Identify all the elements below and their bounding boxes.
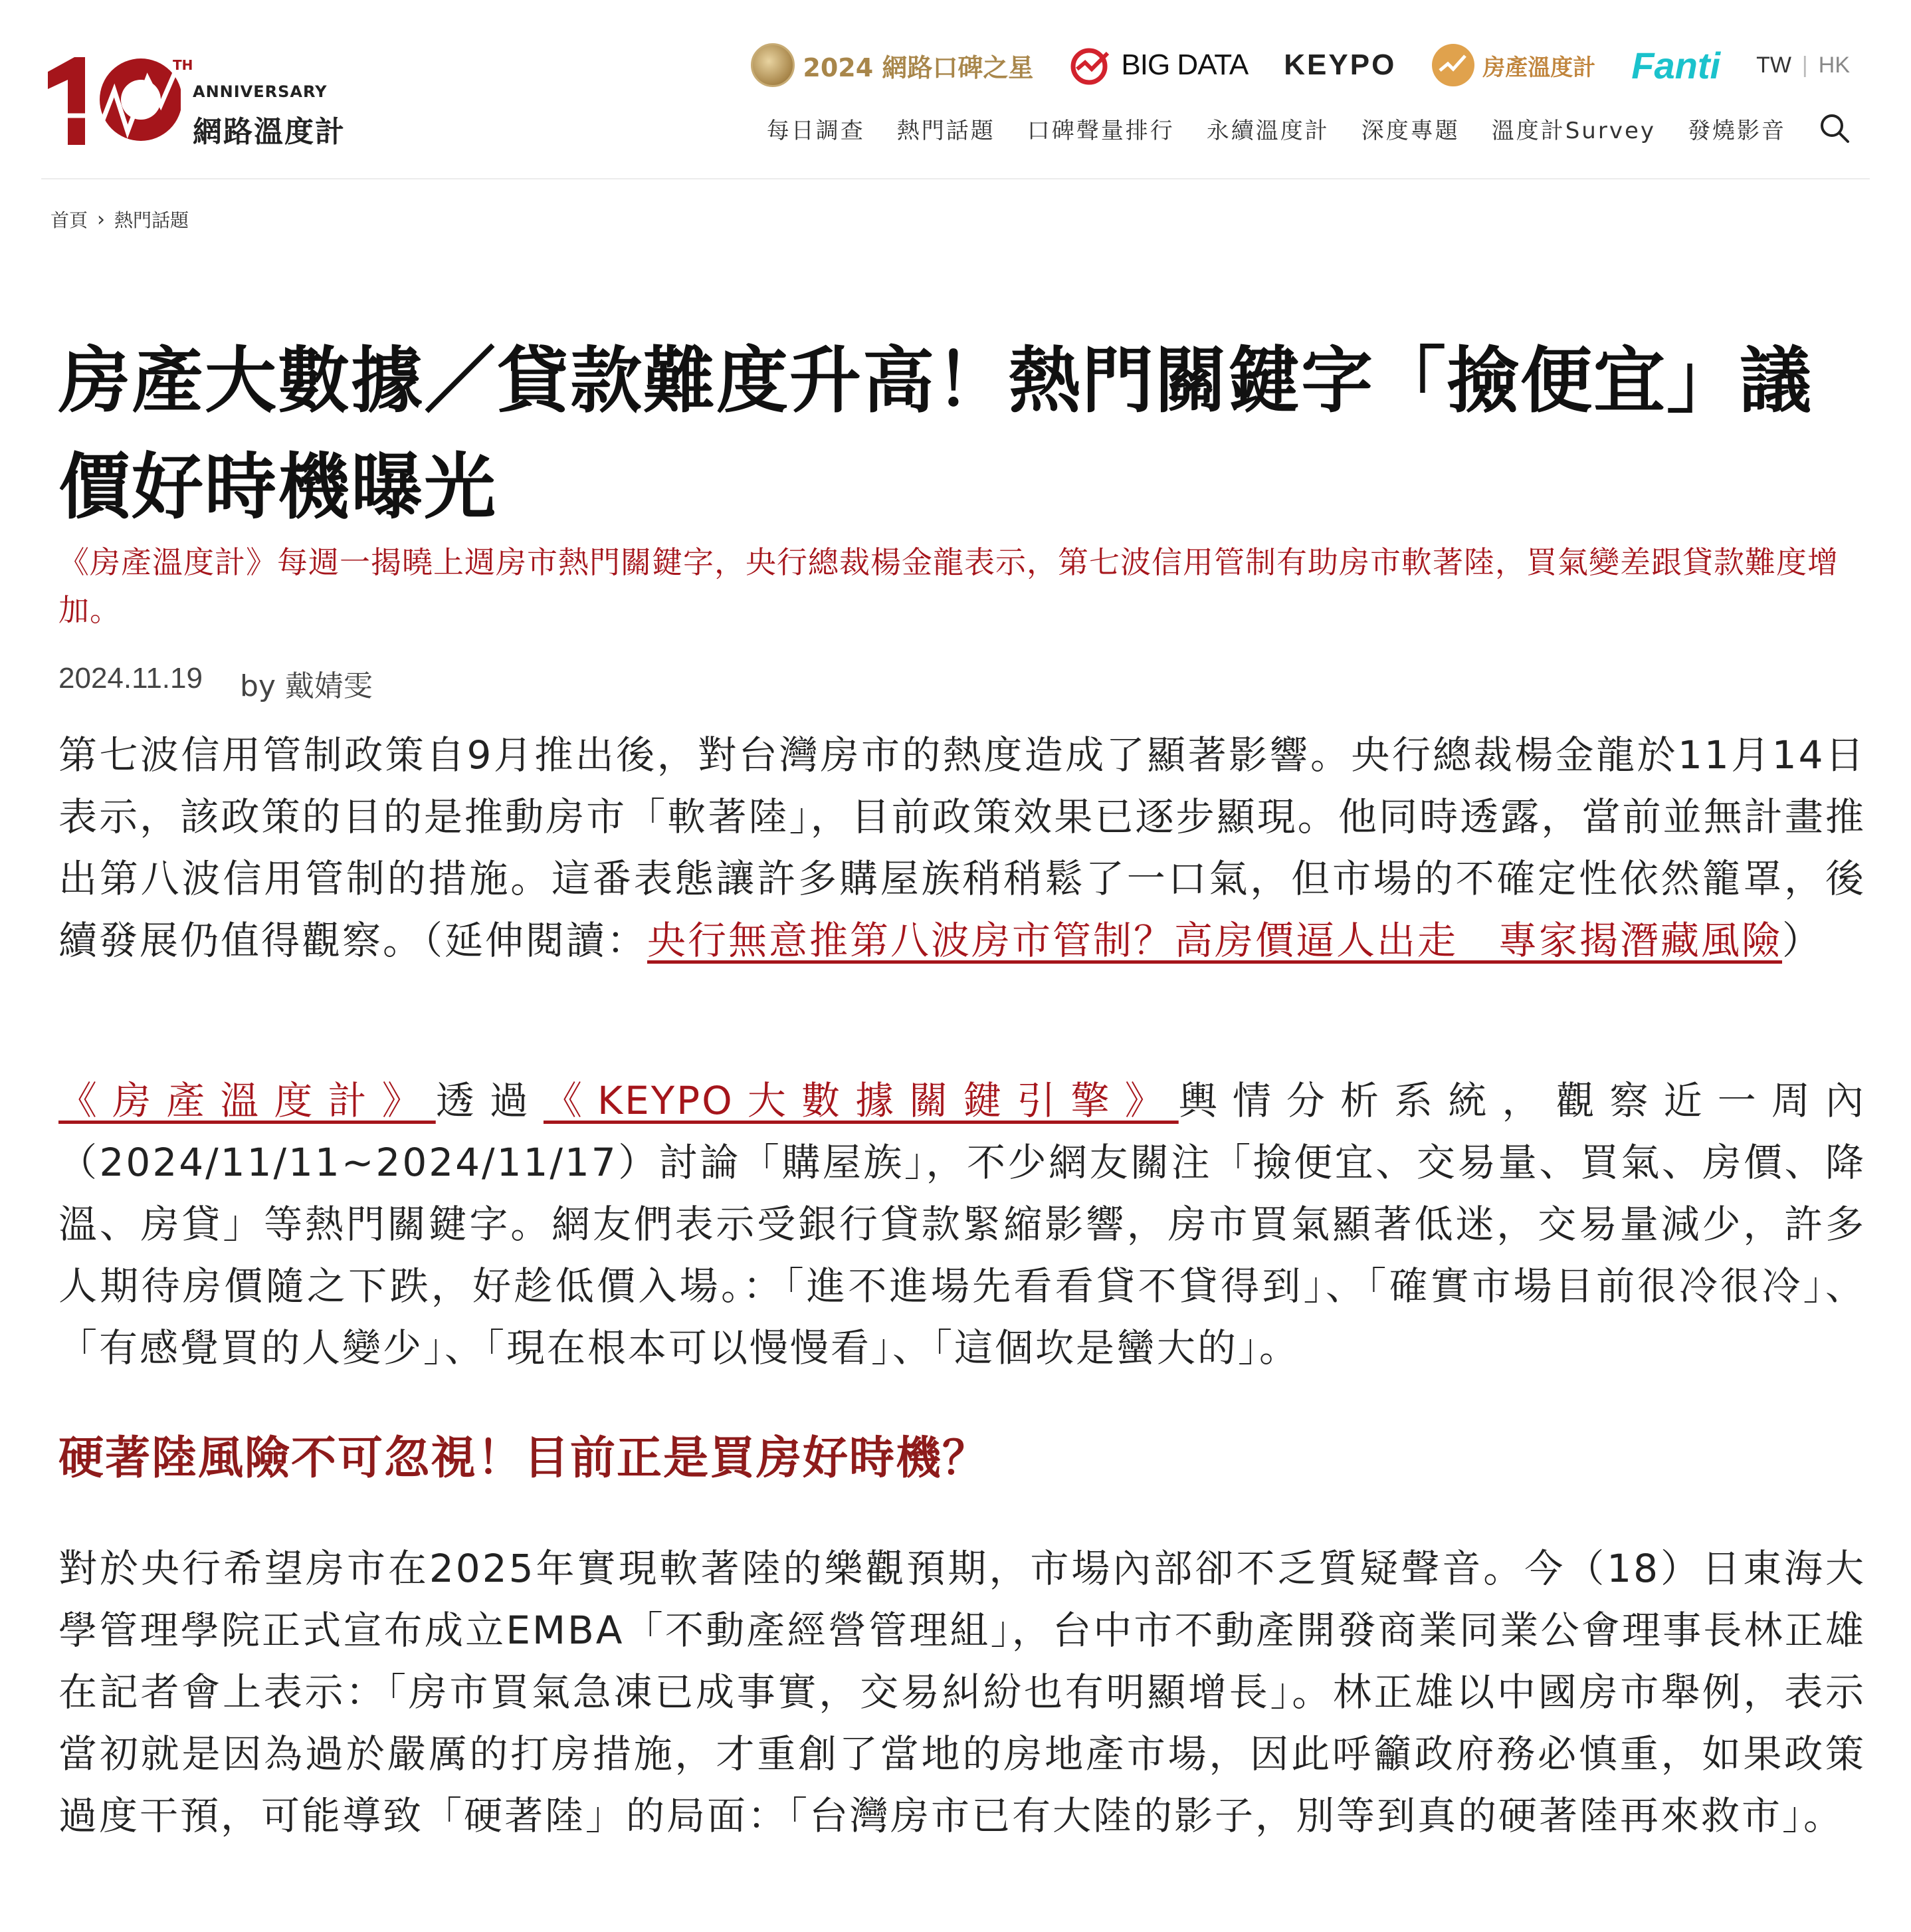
site-name: 網路溫度計 xyxy=(193,115,346,149)
nav-hot-topics[interactable]: 熱門話題 xyxy=(896,117,995,144)
article-title: 房產大數據／貸款難度升高！熱門關鍵字「撿便宜」議價好時機曝光 xyxy=(58,340,1813,529)
p2-text: 輿情分析系統，觀察近一周內（2024/11/11~2024/11/17）討論「購屋族」，不少網友關注「撿便宜、交易量、買氣、房價、降溫、房貸」等熱門關鍵字。網友們表示受銀行貸款緊縮影響，房市買氣顯著低迷，交易量減少，許多人期待房價隨之下跌，好趁低價入場。：「進不進場先看看貸不貸得到」、「確實市場目前很冷很冷」、「有感覺買的人變少」、「現在根本可以慢慢看」、「這個坎是蠻大的」。 xyxy=(58,1078,1866,1370)
header-divider xyxy=(41,178,1870,179)
nav-survey[interactable]: 溫度計Survey xyxy=(1491,117,1656,144)
partner-fanti-label: Fanti xyxy=(1631,44,1721,86)
article-author: by 戴婧雯 xyxy=(239,669,373,703)
nav-buzz-ranking[interactable]: 口碑聲量排行 xyxy=(1027,117,1175,144)
estate-thermometer-link[interactable]: 《房產溫度計》 xyxy=(58,1078,436,1123)
article-date: 2024.11.19 xyxy=(58,662,203,695)
tenth-anniversary-logo-icon xyxy=(48,52,181,145)
lang-hk[interactable]: HK xyxy=(1818,52,1850,78)
keypo-engine-link[interactable]: 《KEYPO大數據關鍵引擎》 xyxy=(543,1078,1179,1123)
nav-sustainability[interactable]: 永續溫度計 xyxy=(1206,117,1330,144)
partner-star-link[interactable] xyxy=(751,43,1033,87)
site-logo[interactable] xyxy=(48,52,353,152)
lang-separator: | xyxy=(1801,52,1808,78)
partner-fanti-link[interactable] xyxy=(1631,44,1720,87)
article-lede: 《房產溫度計》每週一揭曉上週房市熱門關鍵字，央行總裁楊金龍表示，第七波信用管制有助房市軟著陸，買氣變差跟貸款難度增加。 xyxy=(58,544,1839,628)
language-switcher xyxy=(1756,53,1850,78)
estate-logo-icon xyxy=(1432,44,1474,86)
partner-estate-link[interactable] xyxy=(1432,44,1595,86)
p1-end: ） xyxy=(1782,918,1823,963)
p2-mid: 透過 xyxy=(435,1078,544,1123)
article-subheading: 硬著陸風險不可忽視！目前正是買房好時機？ xyxy=(58,1432,989,1485)
article-paragraph-3: 對於央行希望房市在2025年實現軟著陸的樂觀預期，市場內部卻不乏質疑聲音。今（18）日東海大學管理學院正式宣布成立EMBA「不動產經營管理組」，台中市不動產開發商業同業公會理事長林正雄在記者會上表示：「房市買氣急凍已成事實，交易糾紛也有明顯增長」。林正雄以中國房市舉例，表示當初就是因為過於嚴厲的打房措施，才重創了當地的房地產市場，因此呼籲政府務必慎重，如果政策過度干預，可能導致「硬著陸」的局面：「台灣房市已有大陸的影子，別等到真的硬著陸再來救市」。 xyxy=(58,1546,1866,1838)
breadcrumb xyxy=(50,206,189,233)
article-meta xyxy=(58,662,1866,704)
partner-keypo-link[interactable] xyxy=(1284,49,1396,82)
partner-bigdata-label: BIG DATA xyxy=(1121,49,1249,81)
logo-th: TH xyxy=(173,57,193,73)
partner-bar xyxy=(751,39,1850,92)
partner-estate-label: 房產溫度計 xyxy=(1482,54,1596,81)
bigdata-logo-icon xyxy=(1069,45,1113,85)
article-paragraph-2 xyxy=(58,1070,1866,1379)
partner-star-label: 2024 網路口碑之星 xyxy=(803,53,1034,82)
partner-keypo-label: KEYPO xyxy=(1284,49,1397,81)
chevron-right-icon: › xyxy=(97,207,106,231)
nav-daily-survey[interactable]: 每日調查 xyxy=(766,117,865,144)
nav-video[interactable]: 發燒影音 xyxy=(1688,117,1786,144)
article-paragraph-1 xyxy=(58,724,1866,972)
search-icon[interactable] xyxy=(1818,112,1851,145)
logo-anniversary: ANNIVERSARY xyxy=(193,82,328,101)
lang-tw[interactable]: TW xyxy=(1756,52,1791,78)
breadcrumb-current[interactable]: 熱門話題 xyxy=(114,209,189,231)
main-nav xyxy=(767,112,1851,145)
p1-text: 第七波信用管制政策自9月推出後，對台灣房市的熱度造成了顯著影響。央行總裁楊金龍於11月14日表示，該政策的目的是推動房市「軟著陸」，目前政策效果已逐步顯現。他同時透露，當前並無計畫推出第八波信用管制的措施。這番表態讓許多購屋族稍稍鬆了一口氣，但市場的不確定性依然籠罩，後續發展仍值得觀察。（延伸閱讀： xyxy=(58,732,1866,963)
breadcrumb-home[interactable]: 首頁 xyxy=(50,209,88,231)
related-article-link[interactable]: 央行無意推第八波房市管制？高房價逼人出走 專家揭潛藏風險 xyxy=(647,918,1783,963)
nav-in-depth[interactable]: 深度專題 xyxy=(1361,117,1460,144)
medal-icon xyxy=(751,43,795,87)
partner-bigdata-link[interactable] xyxy=(1069,45,1248,85)
